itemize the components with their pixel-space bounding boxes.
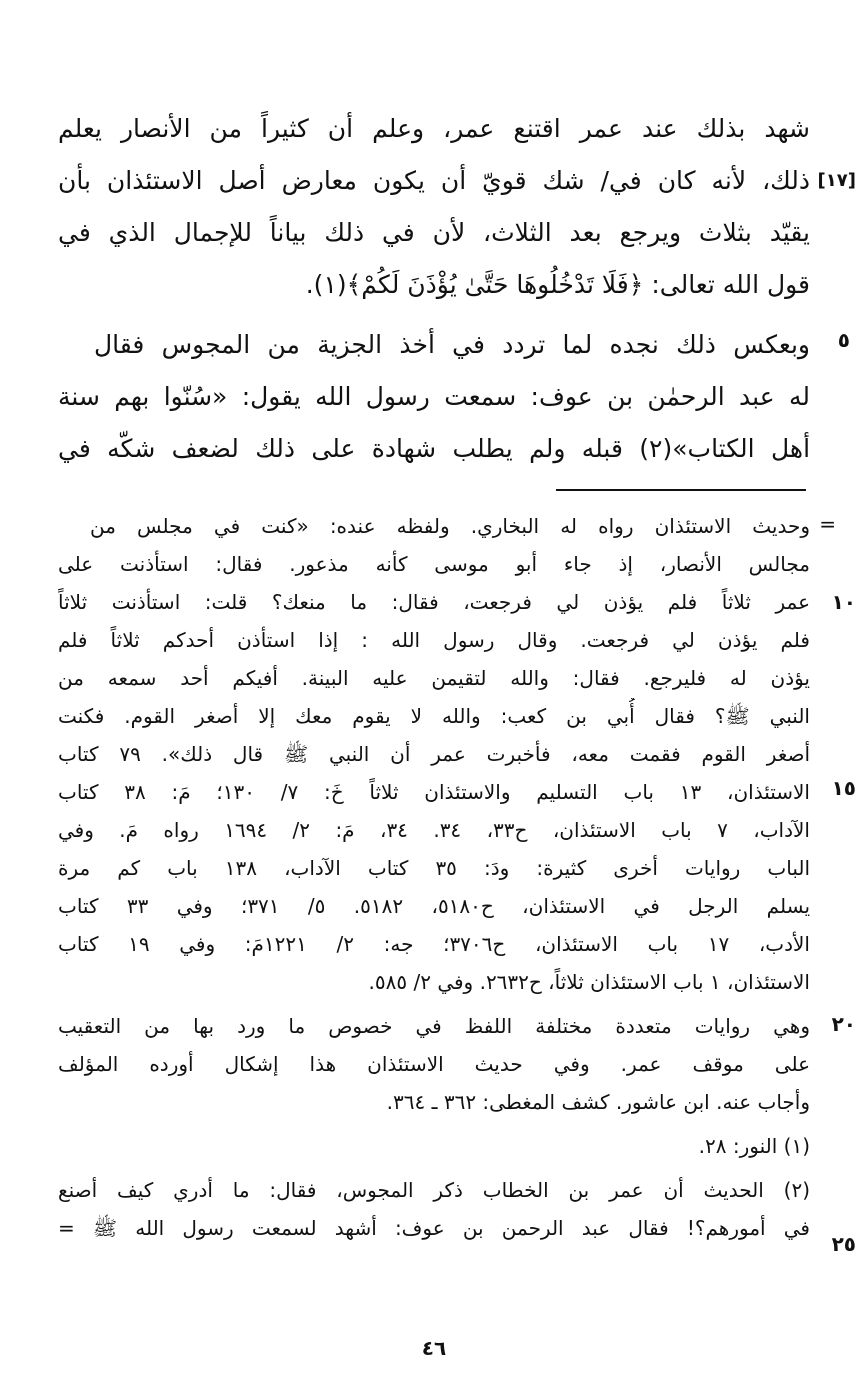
footnote-line: الآداب، ٧ باب الاستئذان، ح٣٣، ٣٤. ٣٤، مَ: ٢/ ١٦٩٤ رواه مَ. وفي — [58, 818, 810, 842]
line-number-10: ١٠ — [831, 590, 856, 614]
footnote-paragraph-line: على موقف عمر. وفي حديث الاستئذان هذا إشكال أورده المؤلف — [58, 1052, 810, 1076]
main-line-6: له عبد الرحمٰن بن عوف: سمعت رسول الله يقول: «سُنّوا بهم سنة — [58, 382, 810, 411]
footnote-continuation-marker: = — [819, 512, 836, 536]
main-line-3: يقيّد بثلاث ويرجع بعد الثلاث، لأن في ذلك بياناً للإجمال الذي في — [58, 218, 810, 247]
footnote-line: عمر ثلاثاً فلم يؤذن لي فرجعت، فقال: ما منعك؟ قلت: استأذنت ثلاثاً — [58, 590, 810, 614]
line-number-5: ٥ — [837, 328, 850, 352]
page-number: ٤٦ — [421, 1336, 447, 1360]
footnote-line: الاستئذان، ١ باب الاستئذان ثلاثاً، ح٢٦٣٢. وفي ٢/ ٥٨٥. — [368, 970, 810, 994]
main-line-1: شهد بذلك عند عمر اقتنع عمر، وعلم أن كثيراً من الأنصار يعلم — [58, 114, 810, 143]
footnotes — [58, 508, 810, 1308]
footnote-line: النبي ﷺ؟ فقال أُبي بن كعب: والله لا يقوم معك إلا أصغر القوم. فكنت — [58, 704, 810, 728]
footnote-1: (١) النور: ٢٨. — [698, 1134, 810, 1158]
line-number-25: ٢٥ — [831, 1232, 856, 1256]
footnote-line: الأدب، ١٧ باب الاستئذان، ح٣٧٠٦؛ جه: ٢/ ١٢٢١مَ: وفي ١٩ كتاب — [58, 932, 810, 956]
footnote-line: أصغر القوم فقمت معه، فأخبرت عمر أن النبي ﷺ قال ذلك». ٧٩ كتاب — [58, 742, 810, 766]
footnote-line: فلم يؤذن لي فرجعت. وقال رسول الله : إذا استأذن أحدكم ثلاثاً فلم — [58, 628, 810, 652]
line-number-20: ٢٠ — [831, 1012, 856, 1036]
line-number-15: ١٥ — [831, 776, 856, 800]
main-line-2: ذلك، لأنه كان في/ شك قويّ أن يكون معارض أصل الاستئذان بأن — [58, 166, 810, 195]
main-line-5: وبعكس ذلك نجده لما تردد في أخذ الجزية من المجوس فقال — [94, 330, 810, 359]
footnote-line: الباب روايات أخرى كثيرة: ودَ: ٣٥ كتاب الآداب، ١٣٨ باب كم مرة — [58, 856, 810, 880]
footnote-line: وحديث الاستئذان رواه له البخاري. ولفظه عنده: «كنت في مجلس من — [90, 514, 810, 538]
footnote-line: يسلم الرجل في الاستئذان، ح٥١٨٠، ٥١٨٢. ٥/ ٣٧١؛ وفي ٣٣ كتاب — [58, 894, 810, 918]
footnote-2-line: (٢) الحديث أن عمر بن الخطاب ذكر المجوس، فقال: ما أدري كيف أصنع — [58, 1178, 810, 1202]
footnote-paragraph-line: وأجاب عنه. ابن عاشور. كشف المغطى: ٣٦٢ ـ ٣٦٤. — [386, 1090, 810, 1114]
footnote-line: الاستئذان، ١٣ باب التسليم والاستئذان ثلاثاً خَ: ٧/ ١٣٠؛ مَ: ٣٨ كتاب — [58, 780, 810, 804]
footnote-2-line: في أمورهم؟! فقال عبد الرحمن بن عوف: أشهد لسمعت رسول الله ﷺ = — [58, 1216, 810, 1240]
main-text — [58, 104, 810, 464]
footnote-line: يؤذن له فليرجع. فقال: والله لتقيمن عليه البينة. أفيكم أحد سمعه من — [58, 666, 810, 690]
main-line-7: أهل الكتاب»(٢) قبله ولم يطلب شهادة على ذلك لضعف شكّه في — [58, 434, 810, 463]
footnote-line: مجالس الأنصار، إذ جاء أبو موسى كأنه مذعور. فقال: استأذنت على — [58, 552, 810, 576]
manuscript-page-marker: [١٧] — [817, 170, 856, 191]
main-line-4: قول الله تعالى: ﴿فَلَا تَدْخُلُوهَا حَتَّىٰ يُؤْذَنَ لَكُمْ﴾(١). — [305, 270, 810, 299]
footnote-paragraph-line: وهي روايات متعددة مختلفة اللفظ في خصوص ما ورد بها من التعقيب — [58, 1014, 810, 1038]
footnote-rule — [556, 489, 806, 491]
